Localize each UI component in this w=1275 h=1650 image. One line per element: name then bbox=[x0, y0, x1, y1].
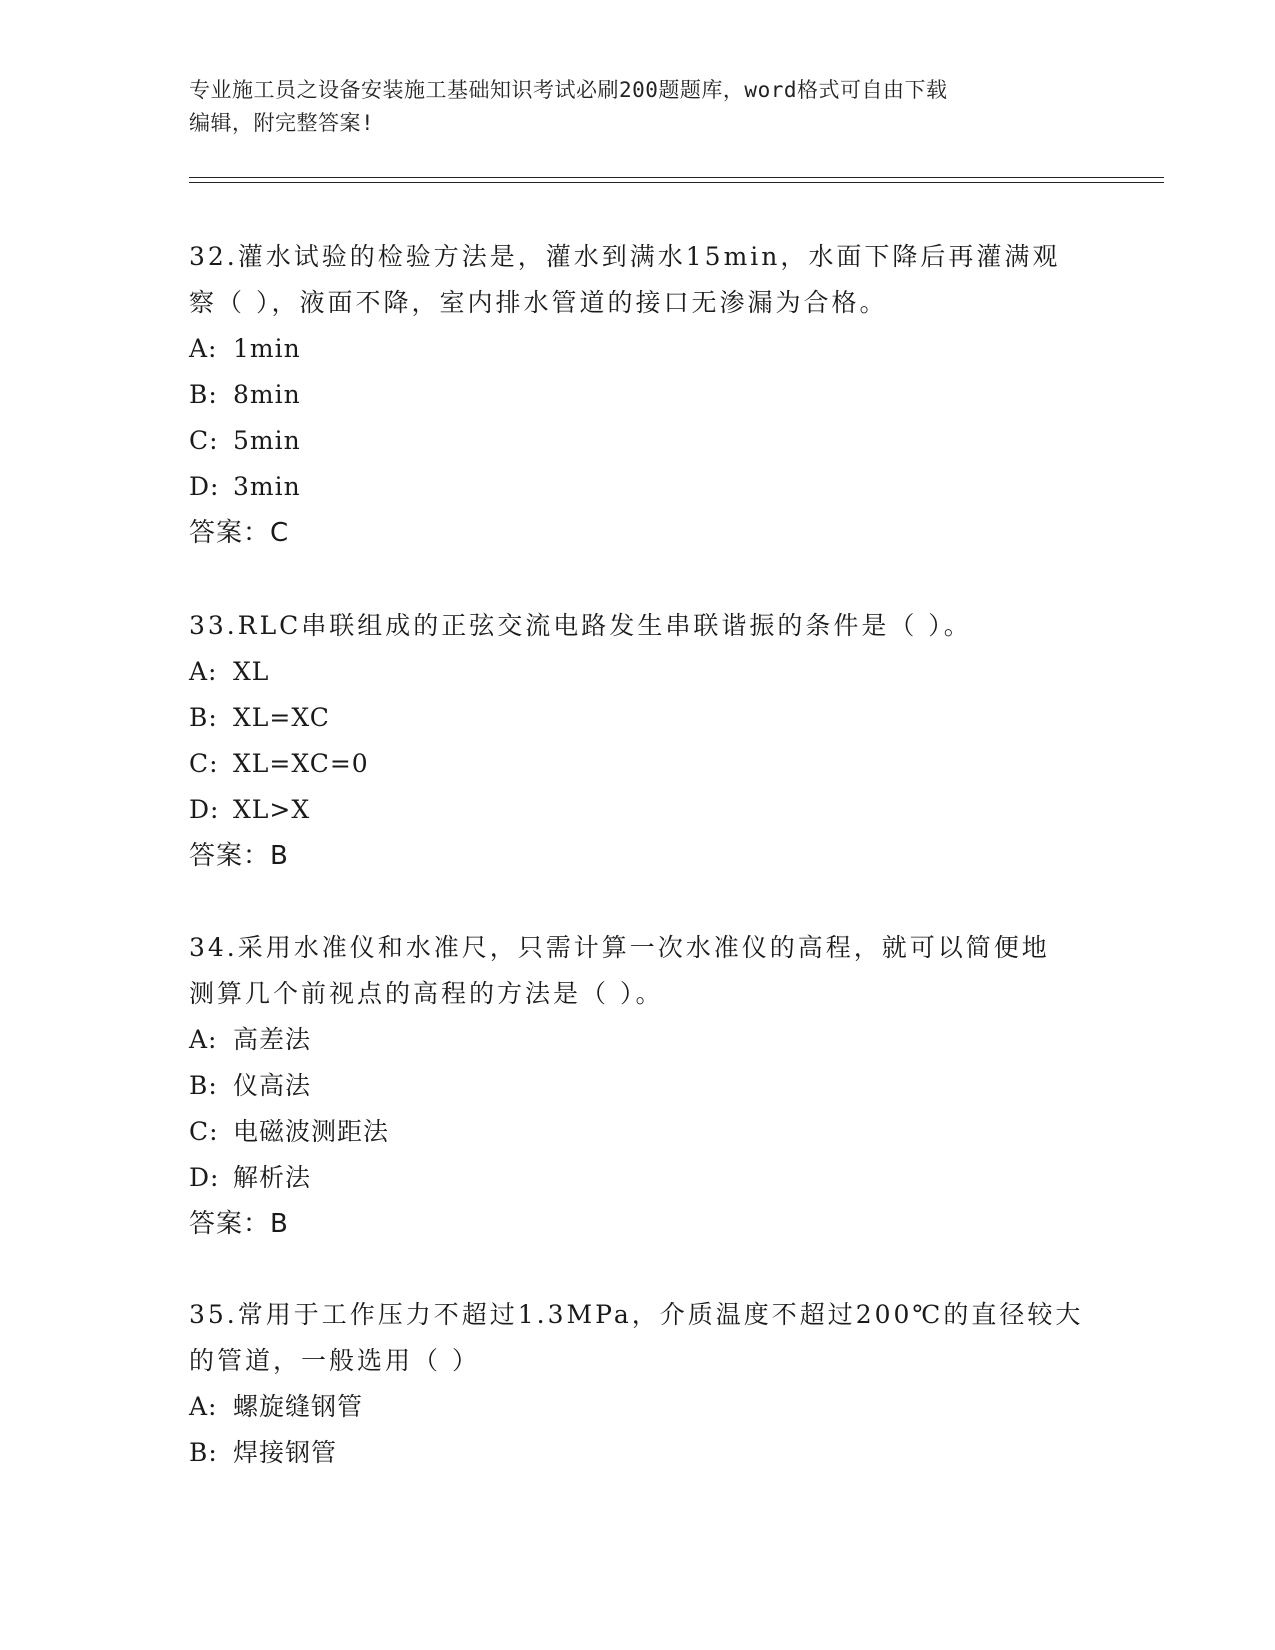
question-34 bbox=[189, 925, 1089, 1247]
question-stem-line: 察（ ），液面不降，室内排水管道的接口无渗漏为合格。 bbox=[189, 288, 888, 317]
option-c bbox=[189, 1109, 1089, 1155]
header-divider-top bbox=[189, 177, 1164, 178]
option-label: B: bbox=[189, 380, 218, 409]
document-header bbox=[189, 74, 1089, 140]
option-b bbox=[189, 695, 1089, 741]
option-label: A: bbox=[189, 1025, 218, 1054]
option-label: A: bbox=[189, 657, 218, 686]
option-text: 3min bbox=[233, 472, 301, 501]
option-a bbox=[189, 1017, 1089, 1063]
question-33 bbox=[189, 603, 1089, 879]
option-label: D: bbox=[189, 1163, 220, 1192]
option-a bbox=[189, 649, 1089, 695]
option-a bbox=[189, 326, 1089, 372]
header-divider-bottom bbox=[189, 182, 1164, 183]
option-text: XL bbox=[233, 657, 270, 686]
header-line-2: 编辑，附完整答案! bbox=[189, 111, 375, 135]
question-stem-line: 32.灌水试验的检验方法是，灌水到满水15min，水面下降后再灌满观 bbox=[189, 242, 1061, 271]
option-c bbox=[189, 741, 1089, 787]
option-b bbox=[189, 372, 1089, 418]
option-b bbox=[189, 1430, 1089, 1476]
option-text: 螺旋缝钢管 bbox=[233, 1392, 364, 1421]
option-text: 1min bbox=[233, 334, 301, 363]
option-b bbox=[189, 1063, 1089, 1109]
option-text: 高差法 bbox=[233, 1025, 312, 1054]
question-stem-line: 35.常用于工作压力不超过1.3MPa，介质温度不超过200℃的直径较大 bbox=[189, 1300, 1084, 1329]
option-text: XL=XC bbox=[233, 703, 330, 732]
option-c bbox=[189, 418, 1089, 464]
answer-line: 答案：B bbox=[189, 1209, 289, 1239]
question-stem-line: 测算几个前视点的高程的方法是（ ）。 bbox=[189, 979, 664, 1008]
option-label: C: bbox=[189, 749, 219, 778]
option-label: A: bbox=[189, 1392, 218, 1421]
option-a bbox=[189, 1384, 1089, 1430]
option-text: 焊接钢管 bbox=[233, 1438, 338, 1467]
option-label: B: bbox=[189, 703, 218, 732]
option-label: B: bbox=[189, 1071, 218, 1100]
option-text: 仪高法 bbox=[233, 1071, 312, 1100]
question-stem-line: 33.RLC串联组成的正弦交流电路发生串联谐振的条件是（ ）。 bbox=[189, 611, 972, 640]
question-35 bbox=[189, 1292, 1089, 1476]
question-32 bbox=[189, 234, 1089, 556]
option-d bbox=[189, 787, 1089, 833]
answer-line: 答案：B bbox=[189, 841, 289, 871]
option-d bbox=[189, 1155, 1089, 1201]
option-label: C: bbox=[189, 1117, 219, 1146]
option-text: XL>X bbox=[233, 795, 311, 824]
option-text: 8min bbox=[233, 380, 301, 409]
option-label: C: bbox=[189, 426, 219, 455]
question-stem-line: 的管道，一般选用（ ） bbox=[189, 1346, 480, 1375]
option-label: A: bbox=[189, 334, 218, 363]
option-d bbox=[189, 464, 1089, 510]
option-label: B: bbox=[189, 1438, 218, 1467]
option-label: D: bbox=[189, 795, 220, 824]
question-stem-line: 34.采用水准仪和水准尺，只需计算一次水准仪的高程，就可以简便地 bbox=[189, 933, 1050, 962]
option-text: XL=XC=0 bbox=[233, 749, 369, 778]
header-line-1: 专业施工员之设备安装施工基础知识考试必刷200题题库，word格式可自由下载 bbox=[189, 78, 948, 102]
option-text: 5min bbox=[233, 426, 301, 455]
answer-line: 答案：C bbox=[189, 518, 290, 548]
option-label: D: bbox=[189, 472, 220, 501]
option-text: 解析法 bbox=[233, 1163, 312, 1192]
option-text: 电磁波测距法 bbox=[233, 1117, 390, 1146]
